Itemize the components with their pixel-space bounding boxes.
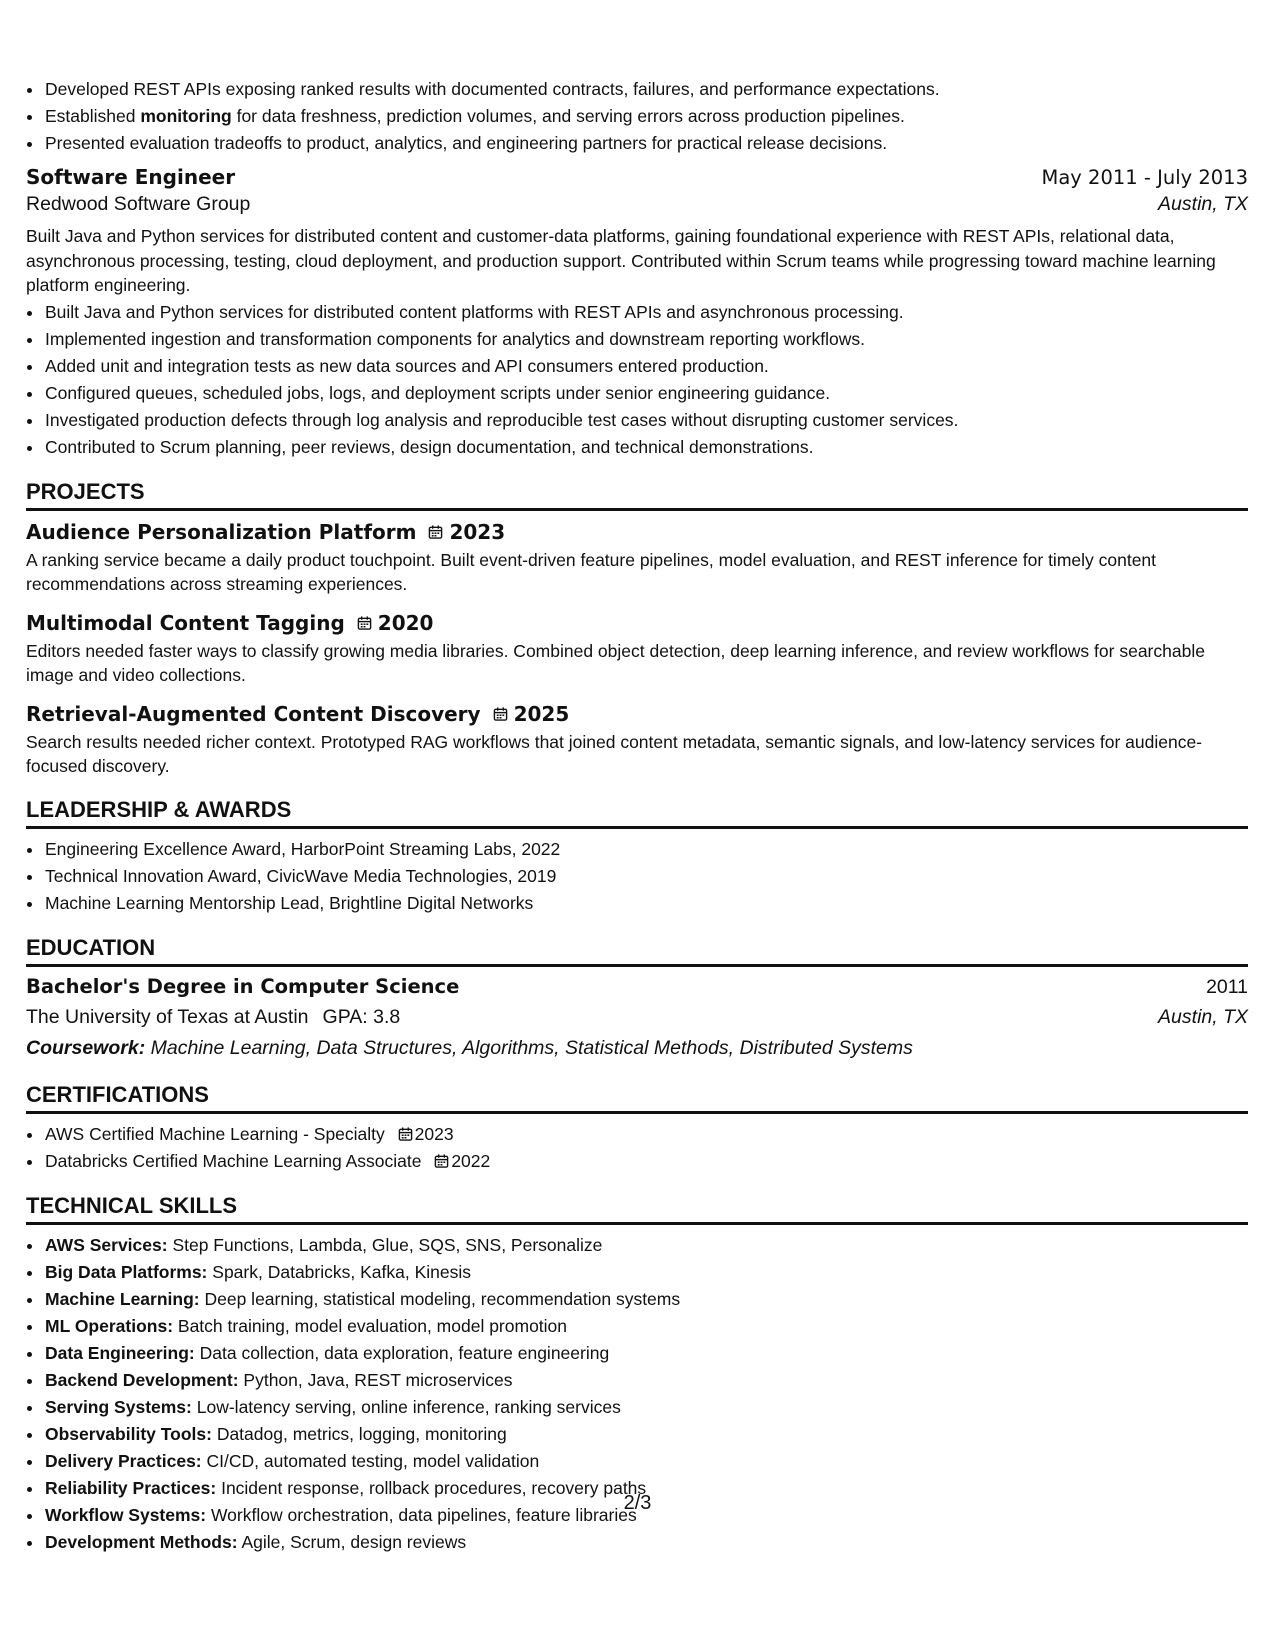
coursework-label: Coursework:: [26, 1036, 146, 1059]
skill-label: Workflow Systems:: [45, 1504, 207, 1525]
project-entry: [26, 611, 1248, 688]
gpa: GPA: 3.8: [322, 1005, 401, 1028]
list-item: [44, 1367, 1248, 1394]
calendar-icon: [357, 615, 372, 631]
list-item: • Investigated production defects through log analysis and reproducible test cases without disrupting customer services.: [44, 407, 1248, 434]
project-entry: [26, 520, 1248, 597]
skill-label: AWS Services:: [45, 1234, 168, 1255]
skill-value: Data collection, data exploration, feature engineering: [199, 1342, 610, 1363]
cert-year: 2023: [414, 1123, 454, 1144]
certifications-list: [26, 1121, 1248, 1175]
list-item: • Built Java and Python services for distributed content platforms with REST APIs and asynchronous processing.: [44, 299, 1248, 326]
calendar-icon: [493, 706, 508, 722]
job-location: Austin, TX: [1158, 193, 1248, 215]
skill-value: Deep learning, statistical modeling, recommendation systems: [204, 1288, 681, 1309]
job-title: Software Engineer: [26, 165, 236, 189]
coursework-list: Machine Learning, Data Structures, Algorithms, Statistical Methods, Distributed Systems: [150, 1036, 913, 1059]
page-number: 2/3: [623, 1492, 652, 1514]
degree-title: Bachelor's Degree in Computer Science: [26, 974, 460, 998]
project-header: [26, 520, 1248, 544]
list-item: [44, 1313, 1248, 1340]
calendar-icon: [398, 1126, 413, 1142]
project-year: 2020: [377, 610, 434, 635]
list-item: [44, 1121, 1248, 1148]
job-summary: Built Java and Python services for distributed content and customer-data platforms, gaining foundational experience with REST APIs, relational data, asynchronous processing, testing, cloud deployment, and production support. Contributed within Scrum teams while progressing toward machine learning platform engineering.: [26, 226, 1216, 295]
list-item: [44, 1340, 1248, 1367]
list-item: [44, 1394, 1248, 1421]
list-item: • Technical Innovation Award, CivicWave Media Technologies, 2019: [44, 863, 1248, 890]
skill-value: Workflow orchestration, data pipelines, feature libraries: [210, 1504, 637, 1525]
skill-label: Data Engineering:: [45, 1342, 195, 1363]
cert-name: AWS Certified Machine Learning - Specialty: [45, 1123, 385, 1144]
project-description: A ranking service became a daily product touchpoint. Built event-driven feature pipelines, model evaluation, and REST inference for timely content recommendations across streaming experiences.: [26, 549, 1157, 594]
list-item: [44, 1421, 1248, 1448]
list-item: [44, 1286, 1248, 1313]
section-title-skills: TECHNICAL SKILLS: [26, 1193, 1248, 1225]
experience-tail-bullets: [26, 76, 1248, 157]
project-year: 2025: [513, 701, 570, 726]
skill-value: Batch training, model evaluation, model promotion: [177, 1315, 568, 1336]
project-header: [26, 702, 1248, 726]
cert-name: Databricks Certified Machine Learning Associate: [45, 1150, 422, 1171]
education-subheader: [26, 1006, 1248, 1029]
project-description: Search results needed richer context. Prototyped RAG workflows that joined content metadata, semantic signals, and low-latency services for audience-focused discovery.: [26, 731, 1203, 776]
skill-label: ML Operations:: [45, 1315, 174, 1336]
skill-value: Step Functions, Lambda, Glue, SQS, SNS, Personalize: [172, 1234, 603, 1255]
school-name: The University of Texas at Austin: [26, 1005, 309, 1028]
project-name: Multimodal Content Tagging: [26, 610, 345, 635]
section-title-certifications: CERTIFICATIONS: [26, 1082, 1248, 1114]
section-title-projects: PROJECTS: [26, 479, 1248, 511]
list-item: [44, 1448, 1248, 1475]
skill-label: Observability Tools:: [45, 1423, 212, 1444]
project-name: Retrieval-Augmented Content Discovery: [26, 701, 481, 726]
job-subheader: [26, 193, 1248, 216]
section-title-leadership: LEADERSHIP & AWARDS: [26, 797, 1248, 829]
skill-label: Development Methods:: [45, 1531, 238, 1552]
skill-value: Spark, Databricks, Kafka, Kinesis: [212, 1261, 471, 1282]
list-item: [44, 1232, 1248, 1259]
job-bullets: [26, 299, 1248, 461]
job-dates: May 2011 - July 2013: [1041, 166, 1248, 189]
list-item: • Developed REST APIs exposing ranked results with documented contracts, failures, and performance expectations.: [44, 76, 1248, 103]
skill-label: Machine Learning:: [45, 1288, 200, 1309]
skill-value: Datadog, metrics, logging, monitoring: [216, 1423, 507, 1444]
list-item: • Established monitoring for data freshness, prediction volumes, and serving errors across production pipelines.: [44, 103, 1248, 130]
list-item: • Configured queues, scheduled jobs, logs, and deployment scripts under senior engineering guidance.: [44, 380, 1248, 407]
list-item: [44, 1148, 1248, 1175]
cert-year: 2022: [451, 1150, 491, 1171]
project-year: 2023: [449, 519, 506, 544]
skill-label: Delivery Practices:: [45, 1450, 202, 1471]
list-item: [44, 1259, 1248, 1286]
degree-year: 2011: [1206, 975, 1248, 998]
skill-label: Reliability Practices:: [45, 1477, 217, 1498]
skill-value: Low-latency serving, online inference, ranking services: [196, 1396, 621, 1417]
project-header: [26, 611, 1248, 635]
education-header: [26, 975, 1248, 999]
skill-value: Incident response, rollback procedures, recovery paths: [221, 1477, 647, 1498]
list-item: • Engineering Excellence Award, HarborPoint Streaming Labs, 2022: [44, 836, 1248, 863]
job-company: Redwood Software Group: [26, 193, 251, 215]
job-header: [26, 165, 1248, 189]
calendar-icon: [434, 1153, 449, 1169]
resume-page: [26, 76, 1248, 1556]
project-entry: [26, 702, 1248, 779]
skill-value: Python, Java, REST microservices: [243, 1369, 513, 1390]
project-description: Editors needed faster ways to classify growing media libraries. Combined object detection, deep learning inference, and review workflows for searchable image and video collections.: [26, 640, 1205, 685]
skill-label: Serving Systems:: [45, 1396, 192, 1417]
skill-label: Backend Development:: [45, 1369, 239, 1390]
project-name: Audience Personalization Platform: [26, 519, 417, 544]
list-item: • Contributed to Scrum planning, peer reviews, design documentation, and technical demonstrations.: [44, 434, 1248, 461]
calendar-icon: [428, 524, 443, 540]
skill-value: Agile, Scrum, design reviews: [241, 1531, 467, 1552]
school-location: Austin, TX: [1158, 1005, 1248, 1028]
section-title-education: EDUCATION: [26, 935, 1248, 967]
skill-label: Big Data Platforms:: [45, 1261, 208, 1282]
list-item: [44, 1529, 1248, 1556]
list-item: • Implemented ingestion and transformation components for analytics and downstream reporting workflows.: [44, 326, 1248, 353]
list-item: • Presented evaluation tradeoffs to product, analytics, and engineering partners for practical release decisions.: [44, 130, 1248, 157]
leadership-list: [26, 836, 1248, 917]
skill-value: CI/CD, automated testing, model validation: [206, 1450, 540, 1471]
coursework: [26, 1037, 1248, 1060]
list-item: • Machine Learning Mentorship Lead, Brightline Digital Networks: [44, 890, 1248, 917]
list-item: • Added unit and integration tests as new data sources and API consumers entered production.: [44, 353, 1248, 380]
